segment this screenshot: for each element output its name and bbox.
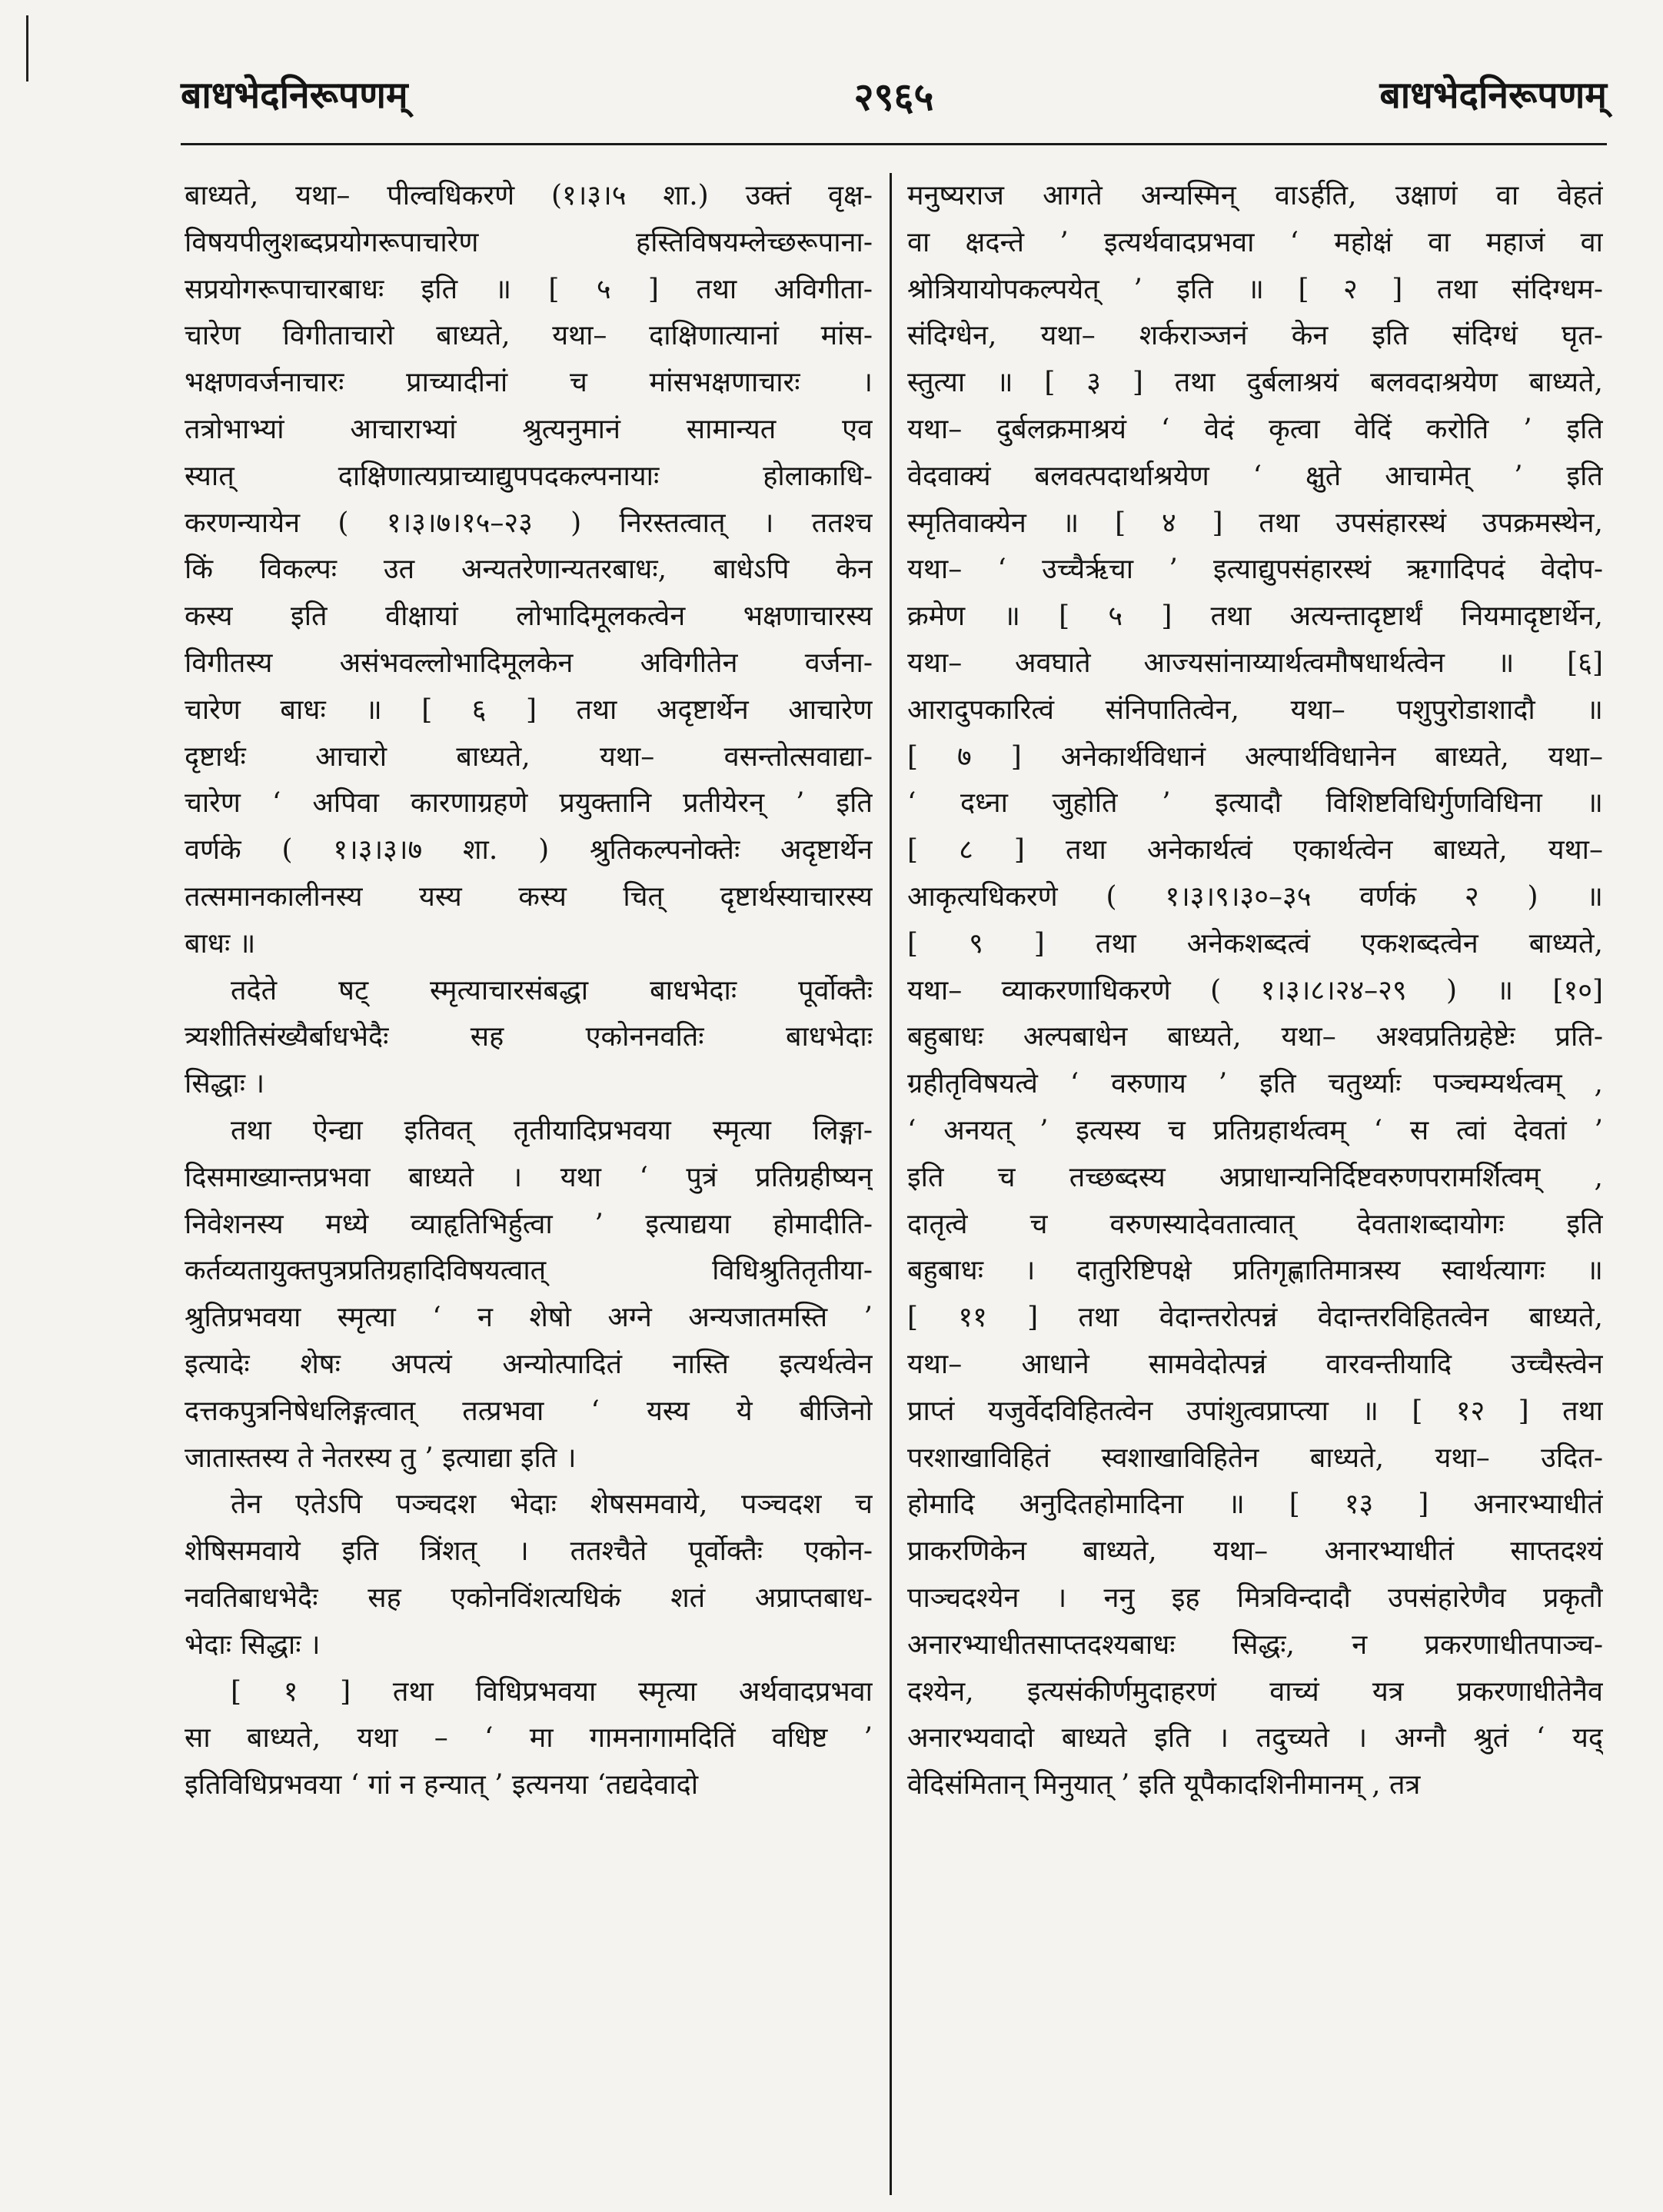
text-line: वा क्षदन्ते ’ इत्यर्थवादप्रभवा ‘ महोक्षं वा महाजं वा [907,226,1603,258]
text-line: सिद्धाः । [185,1068,265,1100]
text-line: श्रोत्रियायोपकल्पयेत् ’ इति ॥ [ २ ] तथा संदिग्धम- [907,273,1603,305]
text-line: तेन एतेऽपि पञ्चदश भेदाः शेषसमवाये, पञ्चदश च [231,1489,873,1521]
page-header [181,69,1607,138]
text-line: जातास्तस्य ते नेतरस्य तु ’ इत्याद्या इति । [185,1442,577,1474]
text-line: अनारभ्यवादो बाध्यते इति । तदुच्यते । अग्नौ श्रुतं ‘ यद् [907,1722,1603,1755]
text-line: विगीतस्य असंभवल्लोभादिमूलकेन अविगीतेन वर्जना- [185,647,873,679]
text-line: वेदवाक्यं बलवत्पदार्थाश्रयेण ‘ क्षुते आचामेत् ’ इति [907,460,1603,492]
running-title-left: बाधभेदनिरूपणम् [181,74,408,117]
text-line: इति च तच्छब्दस्य अप्राधान्यनिर्दिष्टवरुणपरामर्शित्वम् , [907,1161,1603,1193]
text-line: बाधः ॥ [185,927,256,960]
text-line: चारेण ‘ अपिवा कारणाग्रहणे प्रयुक्तानि प्रतीयेरन् ’ इति [185,787,873,820]
header-rule [181,143,1607,145]
text-line: भक्षणवर्जनाचारः प्राच्यादीनां च मांसभक्षणाचारः । [185,367,873,399]
column-divider [890,173,892,2195]
text-line: क्रमेण ॥ [ ५ ] तथा अत्यन्तादृष्टार्थं नियमादृष्टार्थेन, [907,600,1603,633]
text-line: करणन्यायेन ( १।३।७।१५–२३ ) निरस्तत्वात् । ततश्च [185,507,873,539]
text-line: बहुबाधः । दातुरिष्टिपक्षे प्रतिगृह्णातिमात्रस्य स्वार्थत्यागः ॥ [907,1255,1603,1287]
text-line: वर्णके ( १।३।३।७ शा. ) श्रुतिकल्पनोक्तेः अदृष्टार्थेन [185,834,873,867]
text-line: दिसमाख्यान्तप्रभवा बाध्यते । यथा ‘ पुत्रं प्रतिग्रहीष्यन् [185,1161,873,1193]
text-line: बाध्यते, यथा– पील्वधिकरणे (१।३।५ शा.) उक्तं वृक्ष- [185,180,873,211]
text-line: मनुष्यराज आगते अन्यस्मिन् वाऽर्हति, उक्षाणं वा वेहतं [907,180,1603,211]
text-line: तदेते षट् स्मृत्याचारसंबद्धा बाधभेदाः पूर्वोक्तैः [231,974,873,1006]
text-line: विषयपीलुशब्दप्रयोगरूपाचारेण हस्तिविषयम्लेच्छरूपाना- [185,226,873,258]
text-line: इत्यादेः शेषः अपत्यं अन्योत्पादितं नास्ति इत्यर्थत्वेन [185,1348,873,1380]
text-line: प्राकरणिकेन बाध्यते, यथा– अनारभ्याधीतं साप्तदश्यं [907,1535,1603,1568]
text-line: [ ७ ] अनेकार्थविधानं अल्पार्थविधानेन बाध्यते, यथा– [907,740,1603,773]
text-line: आकृत्यधिकरणे ( १।३।९।३०–३५ वर्णकं २ ) ॥ [907,880,1603,913]
text-line: [ १ ] तथा विधिप्रभवया स्मृत्या अर्थवादप्रभवा [231,1675,873,1708]
text-line: ‘ दध्ना जुहोति ’ इत्यादौ विशिष्टविधिर्गुणविधिना ॥ [907,787,1603,820]
text-line: तथा ऐन्द्या इतिवत् तृतीयादिप्रभवया स्मृत्या लिङ्गा- [231,1114,873,1146]
text-line: संदिग्धेन, यथा– शर्कराञ्जनं केन इति संदिग्धं घृत- [907,320,1603,352]
text-line: चारेण बाधः ॥ [ ६ ] तथा अदृष्टार्थेन आचारेण [185,694,873,726]
text-line: किं विकल्पः उत अन्यतरेणान्यतरबाधः, बाधेऽपि केन [185,554,873,586]
text-line: परशाखाविहितं स्वशाखाविहितेन बाध्यते, यथा– उदित- [907,1442,1603,1474]
text-line: तत्समानकालीनस्य यस्य कस्य चित् दृष्टार्थस्याचारस्य [185,880,873,913]
page-number: २९६५ [853,74,934,119]
text-line: वेदिसंमितान् मिनुयात् ’ इति यूपैकादशिनीमानम् , तत्र [907,1769,1421,1801]
text-line: त्र्यशीतिसंख्यैर्बाधभेदैः सह एकोननवतिः बाधभेदाः [185,1021,873,1053]
text-line: [ ११ ] तथा वेदान्तरोत्पन्नं वेदान्तरविहितत्वेन बाध्यते, [907,1302,1603,1334]
text-line: निवेशनस्य मध्ये व्याहृतिभिर्हुत्वा ’ इत्याद्यया होमादीति- [185,1208,873,1240]
text-line: सा बाध्यते, यथा – ‘ मा गामनागामदितिं वधिष्ट ’ [185,1722,873,1755]
text-line: स्मृतिवाक्येन ॥ [ ४ ] तथा उपसंहारस्थं उपक्रमस्थेन, [907,507,1603,539]
text-line: ग्रहीतृविषयत्वे ‘ वरुणाय ’ इति चतुर्थ्याः पञ्चम्यर्थत्वम् , [907,1068,1603,1100]
text-line: बहुबाधः अल्पबाधेन बाध्यते, यथा– अश्वप्रतिग्रहेष्टेः प्रति- [907,1021,1603,1053]
running-title-right: बाधभेदनिरूपणम् [1379,74,1607,117]
right-column [907,173,1603,2189]
text-line: यथा– व्याकरणाधिकरणे ( १।३।८।२४–२९ ) ॥ [१०] [907,974,1603,1006]
text-line: ‘ अनयत् ’ इत्यस्य च प्रतिग्रहार्थत्वम् ‘ स त्वां देवतां ’ [907,1114,1603,1146]
text-line: दृष्टार्थः आचारो बाध्यते, यथा– वसन्तोत्सवाद्या- [185,740,873,773]
text-line: स्तुत्या ॥ [ ३ ] तथा दुर्बलाश्रयं बलवदाश्रयेण बाध्यते, [907,367,1603,399]
text-line: यथा– अवघाते आज्यसांनाय्यार्थत्वमौषधार्थत्वेन ॥ [६] [907,647,1603,679]
text-line: प्राप्तं यजुर्वेदविहितत्वेन उपांशुत्वप्राप्त्या ॥ [ १२ ] तथा [907,1395,1603,1427]
left-column [185,173,873,2189]
text-line: [ ८ ] तथा अनेकार्थत्वं एकार्थत्वेन बाध्यते, यथा– [907,834,1603,867]
text-line: शेषिसमवाये इति त्रिंशत् । ततश्चैते पूर्वोक्तैः एकोन- [185,1535,873,1568]
text-line: [ ९ ] तथा अनेकशब्दत्वं एकशब्दत्वेन बाध्यते, [907,927,1603,960]
text-line: यथा– दुर्बलक्रमाश्रयं ‘ वेदं कृत्वा वेदिं करोति ’ इति [907,413,1603,445]
text-line: श्रुतिप्रभवया स्मृत्या ‘ न शेषो अग्ने अन्यजातमस्ति ’ [185,1302,873,1334]
text-line: होमादि अनुदितहोमादिना ॥ [ १३ ] अनारभ्याधीतं [907,1489,1603,1521]
text-line: भेदाः सिद्धाः । [185,1628,321,1661]
text-line: यथा– आधाने सामवेदोत्पन्नं वारवन्तीयादि उच्चैस्त्वेन [907,1348,1603,1380]
binding-mark [26,15,28,81]
text-line: यथा– ‘ उच्चैर्ऋचा ’ इत्याद्युपसंहारस्थं ऋगादिपदं वेदोप- [907,554,1603,586]
text-line: तत्रोभाभ्यां आचाराभ्यां श्रुत्यनुमानं सामान्यत एव [185,413,873,445]
text-line: दातृत्वे च वरुणस्यादेवतात्वात् देवताशब्दायोगः इति [907,1208,1603,1240]
text-line: पाञ्चदश्येन । ननु इह मित्रविन्दादौ उपसंहारेणैव प्रकृतौ [907,1582,1603,1614]
text-line: दत्तकपुत्रनिषेधलिङ्गत्वात् तत्प्रभवा ‘ यस्य ये बीजिनो [185,1395,873,1427]
text-line: अनारभ्याधीतसाप्तदश्यबाधः सिद्धः, न प्रकरणाधीतपाञ्च- [907,1628,1603,1661]
text-line: इतिविधिप्रभवया ‘ गां न हन्यात् ’ इत्यनया ‘तद्यदेवादो [185,1769,699,1801]
text-line: दश्येन, इत्यसंकीर्णमुदाहरणं वाच्यं यत्र प्रकरणाधीतेनैव [907,1675,1603,1708]
text-line: कस्य इति वीक्षायां लोभादिमूलकत्वेन भक्षणाचारस्य [185,600,873,633]
text-line: स्यात् दाक्षिणात्यप्राच्याद्युपपदकल्पनायाः होलाकाधि- [185,460,873,492]
text-line: कर्तव्यतायुक्तपुत्रप्रतिग्रहादिविषयत्वात् विधिश्रुतितृतीया- [185,1255,873,1287]
text-line: सप्रयोगरूपाचारबाधः इति ॥ [ ५ ] तथा अविगीता- [185,273,873,305]
text-line: चारेण विगीताचारो बाध्यते, यथा– दाक्षिणात्यानां मांस- [185,320,873,352]
text-line: नवतिबाधभेदैः सह एकोनविंशत्यधिकं शतं अप्राप्तबाध- [185,1582,873,1614]
text-line: आरादुपकारित्वं संनिपातित्वेन, यथा– पशुपुरोडाशादौ ॥ [907,694,1603,726]
